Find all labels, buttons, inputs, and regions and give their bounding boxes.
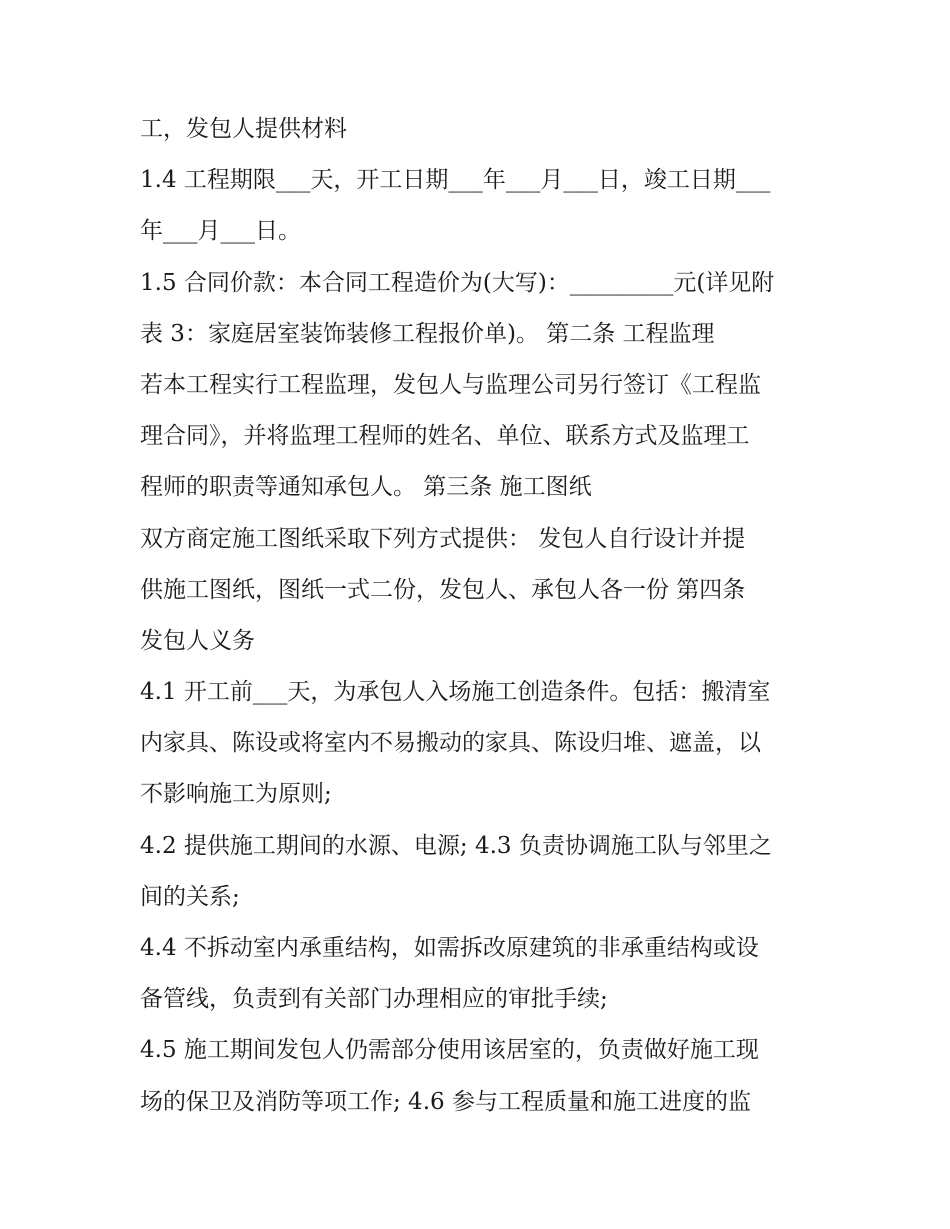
text-line: 程师的职责等通知承包人。 第三条 施工图纸 (140, 474, 592, 501)
text-line: 若本工程实行工程监理，发包人与监理公司另行签订《工程监 (140, 371, 761, 398)
text-line: 工，发包人提供材料 (140, 116, 347, 142)
text-line: 4.1 开工前___天，为承包人入场施工创造条件。包括：搬清室 (140, 679, 771, 706)
contract-text-block (140, 104, 820, 1128)
text-line: 4.2 提供施工期间的水源、电源; 4.3 负责协调施工队与邻里之 (140, 832, 772, 859)
text-line: 供施工图纸，图纸一式二份，发包人、承包人各一份 第四条 (140, 576, 746, 603)
text-line: 发包人义务 (140, 627, 255, 654)
text-line: 内家具、陈设或将室内不易搬动的家具、陈设归堆、遮盖，以 (140, 730, 761, 757)
text-line: 间的关系; (140, 883, 240, 910)
text-line: 理合同》，并将监理工程师的姓名、单位、联系方式及监理工 (140, 423, 750, 450)
text-line: 1.5 合同价款：本合同工程造价为(大写)：_________元(详见附 (140, 269, 775, 296)
text-line: 场的保卫及消防等项工作; 4.6 参与工程质量和施工进度的监 (140, 1088, 751, 1115)
text-line: 4.4 不拆动室内承重结构，如需拆改原建筑的非承重结构或设 (140, 935, 759, 961)
text-line: 备管线，负责到有关部门办理相应的审批手续; (140, 986, 608, 1013)
text-line: 年___月___日。 (140, 218, 301, 245)
text-line: 1.4 工程期限___天，开工日期___年___月___日，竣工日期___ (140, 167, 771, 194)
text-line: 表 3：家庭居室装饰装修工程报价单)。 第二条 工程监理 (140, 320, 715, 347)
text-line: 不影响施工为原则; (140, 781, 332, 808)
text-line: 4.5 施工期间发包人仍需部分使用该居室的，负责做好施工现 (140, 1037, 759, 1064)
text-line: 双方商定施工图纸采取下列方式提供： 发包人自行设计并提 (140, 525, 746, 552)
